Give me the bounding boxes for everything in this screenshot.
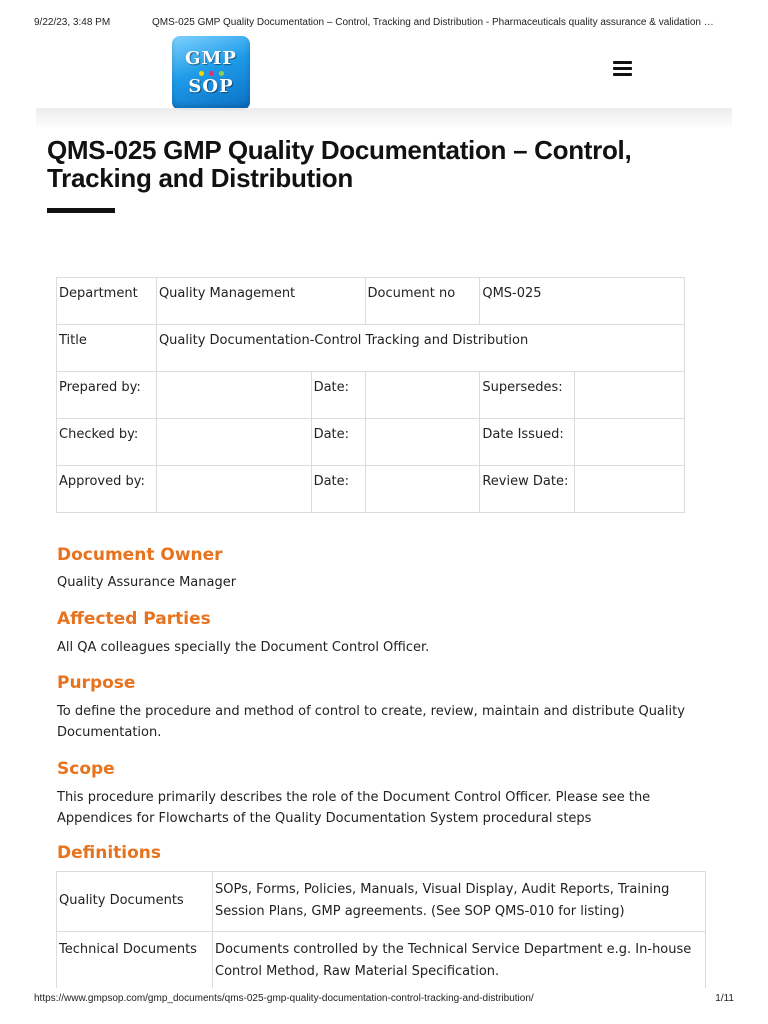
date-value — [365, 419, 480, 466]
prepared-by-value — [156, 372, 311, 419]
print-url[interactable]: https://www.gmpsop.com/gmp_documents/qms-025-gmp-quality-documentation-control-tracking-and-distribution/ — [34, 993, 534, 1004]
logo-dot-yellow — [199, 71, 204, 76]
table-row — [57, 466, 685, 513]
hamburger-menu-icon[interactable] — [610, 58, 634, 78]
print-page-number: 1/11 — [715, 993, 734, 1004]
purpose-text: To define the procedure and method of control to create, review, maintain and distribute Quality Documentation. — [57, 704, 685, 740]
date-label: Date: — [311, 372, 365, 419]
affected-parties-text: All QA colleagues specially the Document Control Officer. — [57, 640, 430, 655]
document-no-value: QMS-025 — [480, 278, 685, 325]
definitions-heading: Definitions — [57, 843, 162, 863]
logo-dot-green — [219, 71, 224, 76]
scope-text: This procedure primarily describes the role of the Document Control Officer. Please see the Appendices for Flowcharts of the Quality Documentation System procedural steps — [57, 790, 651, 826]
date-value — [365, 372, 480, 419]
definition-text: SOPs, Forms, Policies, Manuals, Visual Display, Audit Reports, Training Session Plans, GMP agreements. (See SOP QMS-010 for listing) — [213, 872, 706, 932]
department-label: Department — [57, 278, 157, 325]
document-no-label: Document no — [365, 278, 480, 325]
department-value: Quality Management — [156, 278, 365, 325]
checked-by-value — [156, 419, 311, 466]
title-value: Quality Documentation-Control Tracking and Distribution — [156, 325, 684, 372]
document-owner-heading: Document Owner — [57, 545, 223, 565]
logo-dot-pink — [209, 71, 214, 76]
print-header — [34, 17, 734, 28]
table-row — [57, 932, 706, 992]
approved-by-label: Approved by: — [57, 466, 157, 513]
supersedes-value — [575, 372, 685, 419]
scope-heading: Scope — [57, 759, 115, 779]
page-title: QMS-025 GMP Quality Documentation – Control, Tracking and Distribution — [47, 135, 632, 193]
table-row — [57, 872, 706, 932]
title-label: Title — [57, 325, 157, 372]
definition-term: Technical Documents — [57, 932, 213, 992]
date-label: Date: — [311, 466, 365, 513]
document-owner-text: Quality Assurance Manager — [57, 575, 237, 590]
header-shadow — [36, 108, 732, 130]
date-label: Date: — [311, 419, 365, 466]
purpose-heading: Purpose — [57, 673, 136, 693]
approved-by-value — [156, 466, 311, 513]
date-issued-label: Date Issued: — [480, 419, 575, 466]
print-timestamp: 9/22/23, 3:48 PM — [34, 17, 111, 28]
supersedes-label: Supersedes: — [480, 372, 575, 419]
date-issued-value — [575, 419, 685, 466]
affected-parties-heading: Affected Parties — [57, 609, 211, 629]
definition-text: Documents controlled by the Technical Service Department e.g. In-house Control Method, Raw Material Specification. — [213, 932, 706, 992]
definition-term: Quality Documents — [57, 872, 213, 932]
print-page-title: QMS-025 GMP Quality Documentation – Control, Tracking and Distribution - Pharmaceuticals quality assurance & validation … — [152, 17, 714, 28]
review-date-label: Review Date: — [480, 466, 575, 513]
review-date-value — [575, 466, 685, 513]
table-row — [57, 325, 685, 372]
prepared-by-label: Prepared by: — [57, 372, 157, 419]
checked-by-label: Checked by: — [57, 419, 157, 466]
title-underline — [47, 208, 115, 213]
gmp-sop-logo[interactable] — [172, 36, 250, 110]
table-row — [57, 278, 685, 325]
date-value — [365, 466, 480, 513]
table-row — [57, 419, 685, 466]
print-footer — [34, 993, 734, 1004]
site-header — [36, 34, 732, 110]
document-info-table — [56, 277, 685, 513]
definitions-table — [56, 871, 706, 992]
logo-word-sop: SOP — [188, 76, 234, 97]
table-row — [57, 372, 685, 419]
logo-word-gmp: GMP — [185, 48, 237, 69]
